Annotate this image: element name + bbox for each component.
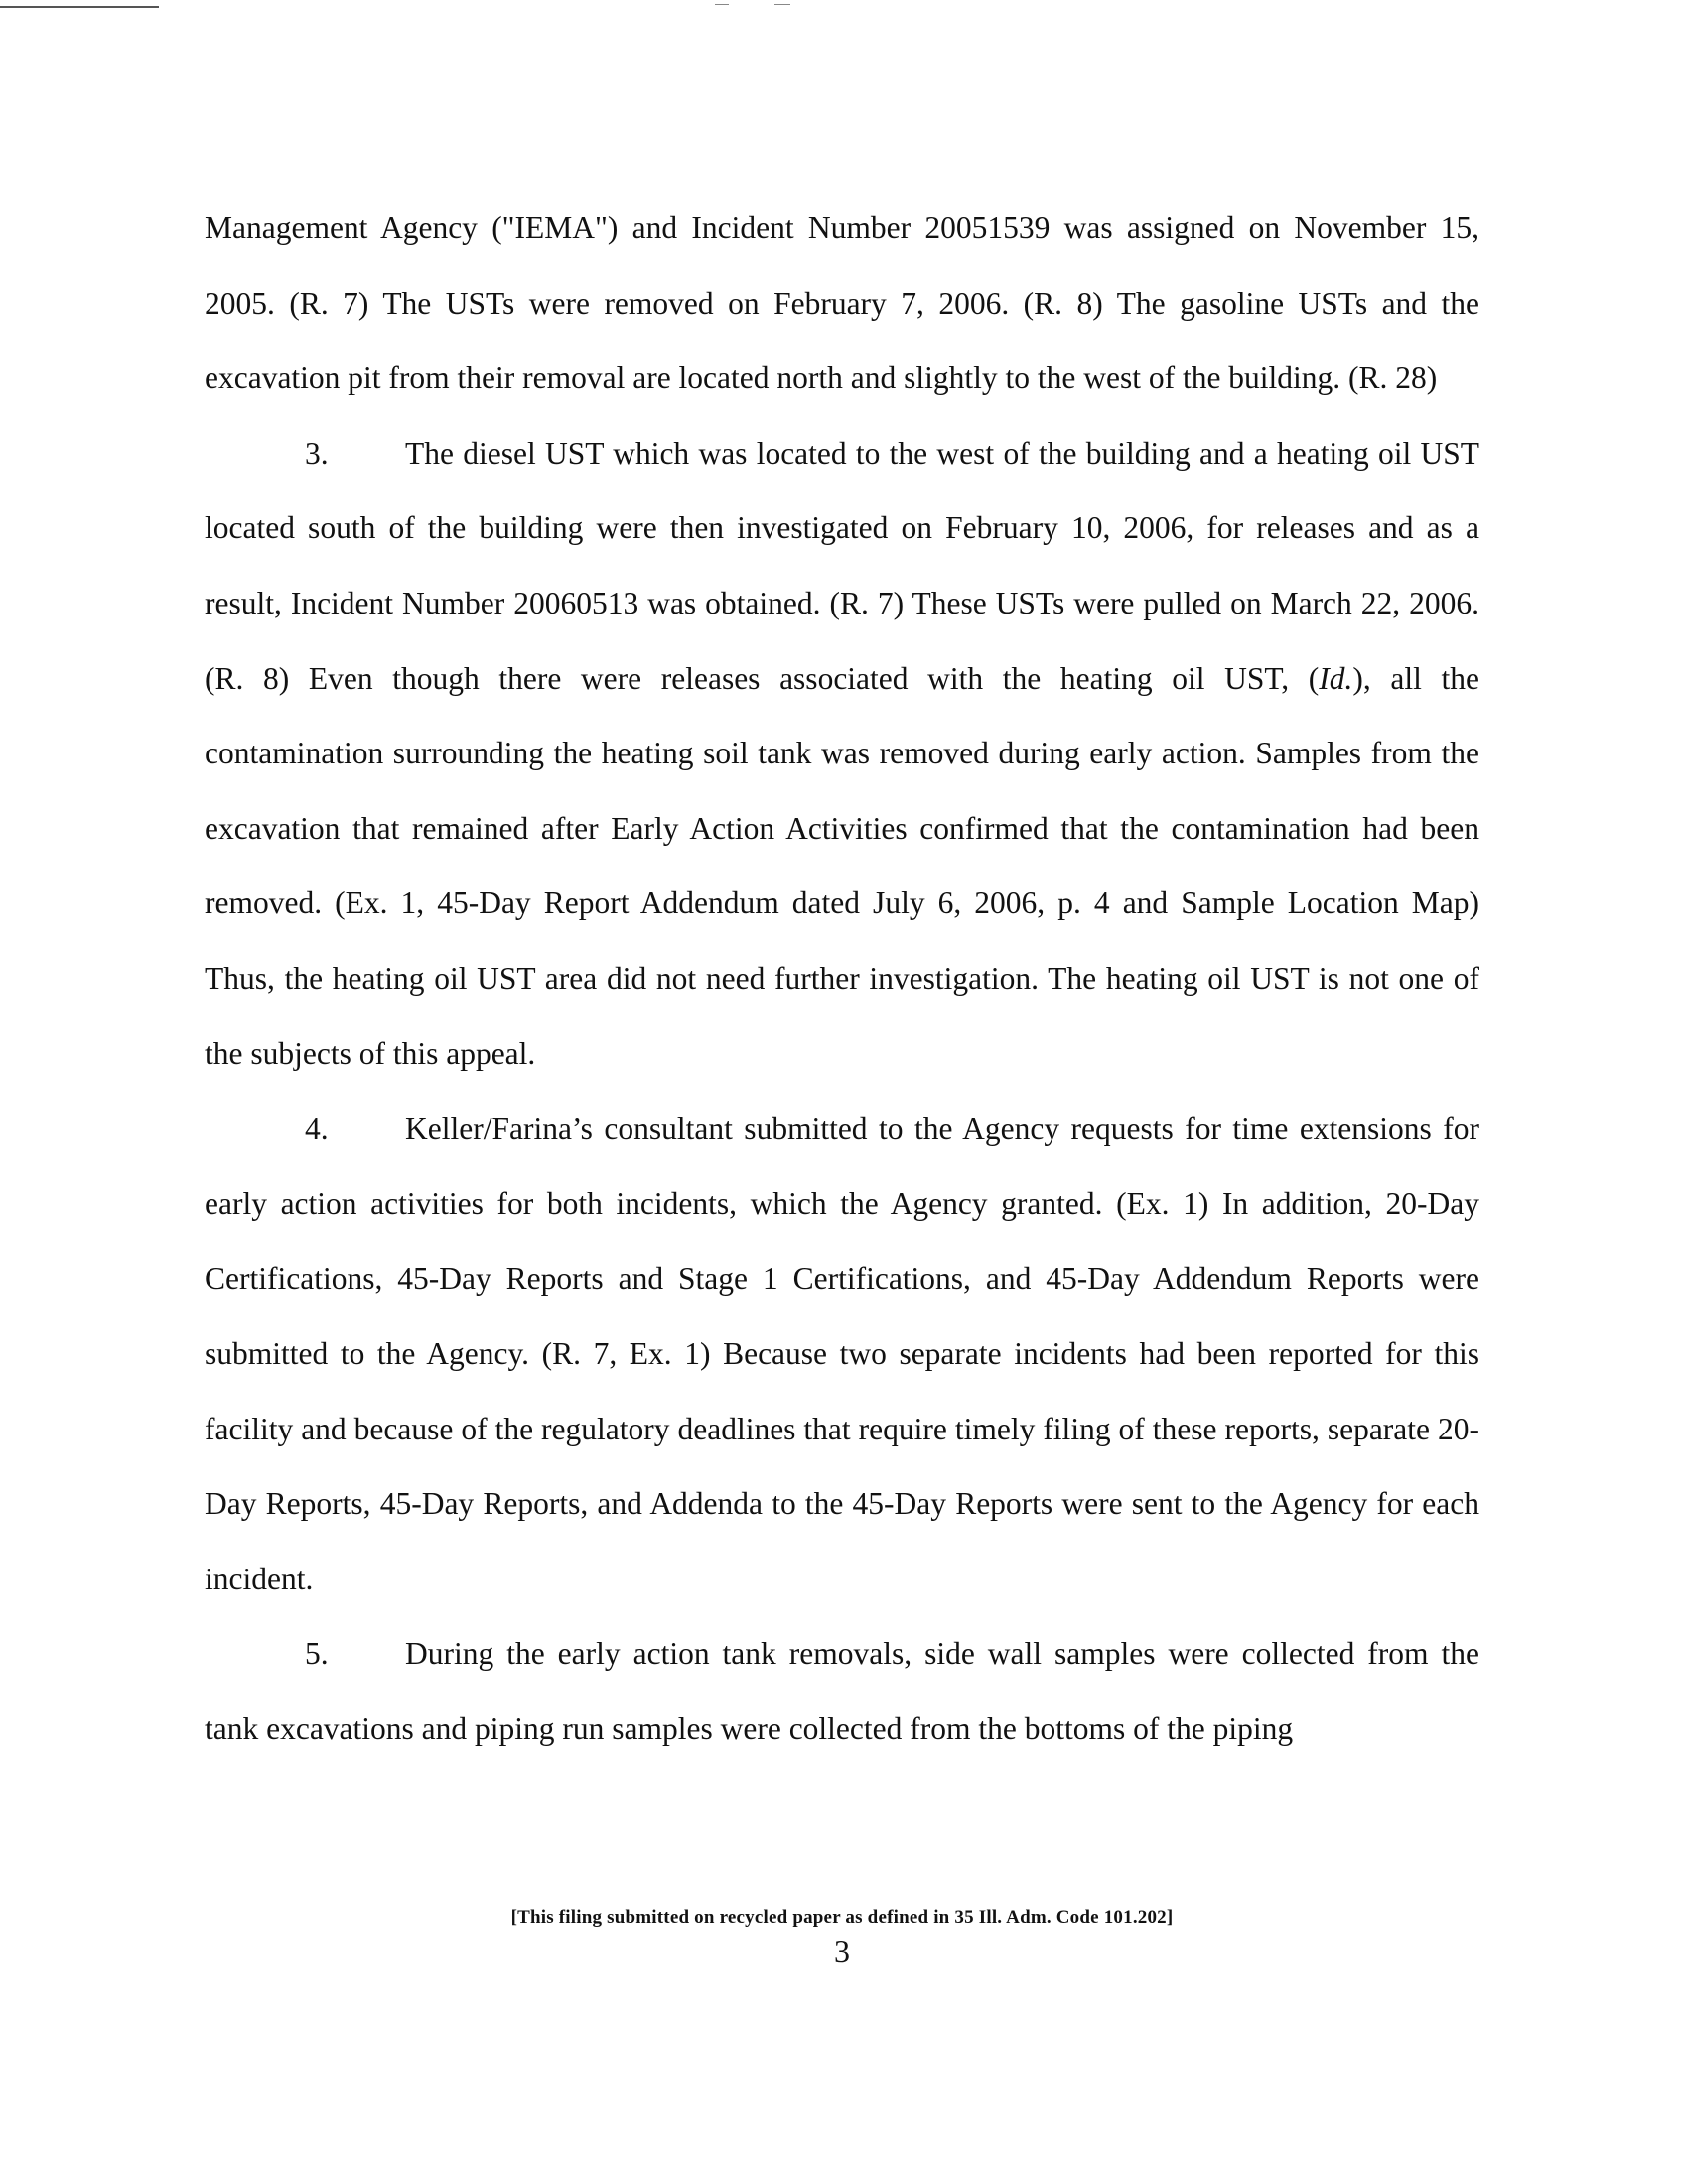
- paragraph-number: 3.: [305, 435, 329, 471]
- scan-artifact-line: [715, 4, 729, 5]
- document-body: [205, 191, 1479, 1766]
- paragraph-text: Keller/Farina’s consultant submitted to the Agency requests for time extensions for early action activities for both incidents, which the Agency granted. (Ex. 1) In addition, 20-Day Certifications, 45-Day Reports and Stage 1 Certifications, and 45-Day Addendum Reports were submitted to the Agency. (R. 7, Ex. 1) Because two separate incidents had been reported for this facility and because of the regulatory deadlines that require timely filing of these reports, separate 20-Day Reports, 45-Day Reports, and Addenda to the 45-Day Reports were sent to the Agency for each incident.: [205, 1111, 1479, 1596]
- paragraph-continued: [205, 191, 1479, 416]
- paragraph-text: ), all the contamination surrounding the heating soil tank was removed during early action. Samples from the excavation that remained after Early Action Activities confirmed that the contamination had been removed. (Ex. 1, 45-Day Report Addendum dated July 6, 2006, p. 4 and Sample Location Map) Thus, the heating oil UST area did not need further investigation. The heating oil UST is not one of the subjects of this appeal.: [205, 660, 1479, 1071]
- paragraph-4: [205, 1091, 1479, 1616]
- paragraph-text: The diesel UST which was located to the west of the building and a heating oil UST located south of the building were then investigated on February 10, 2006, for releases and as a result, Incident Number 20060513 was obtained. (R. 7) These USTs were pulled on March 22, 2006. (R. 8) Even though there were releases associated with the heating oil UST, (: [205, 435, 1479, 696]
- footer-filing-note: [This filing submitted on recycled paper as defined in 35 Ill. Adm. Code 101.202]: [510, 1907, 1174, 1928]
- paragraph-3: [205, 416, 1479, 1091]
- scan-artifact-line: [0, 6, 159, 8]
- paragraph-number: 4.: [305, 1111, 329, 1147]
- paragraph-number: 5.: [305, 1636, 329, 1672]
- paragraph-5: [205, 1616, 1479, 1766]
- paragraph-text: During the early action tank removals, side wall samples were collected from the tank excavations and piping run samples were collected from the bottoms of the piping: [205, 1636, 1479, 1746]
- citation-italic: Id.: [1319, 660, 1353, 696]
- scan-artifact-line: [774, 4, 790, 5]
- paragraph-text: Management Agency ("IEMA") and Incident Number 20051539 was assigned on November 15, 2005. (R. 7) The USTs were removed on February 7, 2006. (R. 8) The gasoline USTs and the excavation pit from their removal are located north and slightly to the west of the building. (R. 28): [205, 210, 1479, 396]
- page-number: 3: [834, 1933, 850, 1969]
